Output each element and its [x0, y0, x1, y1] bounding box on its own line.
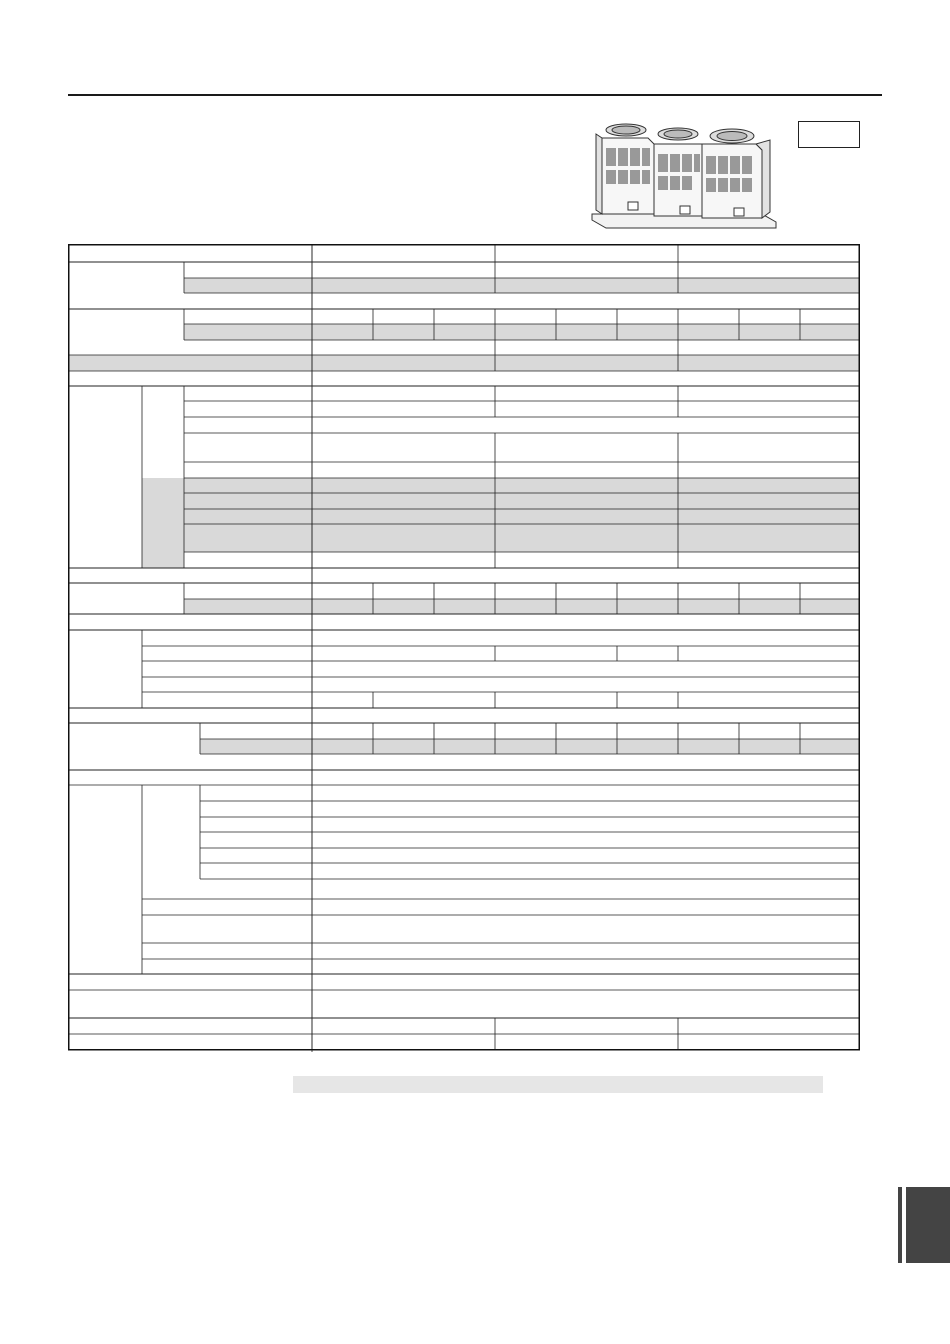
- specification-table: [68, 244, 860, 1052]
- outdoor-unit-right: [702, 129, 770, 218]
- table-shaded-cell: [184, 493, 860, 509]
- outdoor-unit-center: [654, 128, 702, 216]
- side-section-tab: [906, 1187, 950, 1263]
- table-shaded-cell: [184, 324, 860, 340]
- outdoor-unit-left: [596, 124, 654, 214]
- outdoor-unit-illustration: [590, 118, 780, 230]
- table-shaded-cell: [184, 599, 860, 614]
- specification-table-grid: [68, 244, 860, 1052]
- table-shaded-cell: [142, 478, 184, 568]
- top-rule: [68, 94, 882, 96]
- model-label-box: [798, 121, 860, 148]
- table-shaded-cell: [184, 509, 860, 524]
- table-shaded-cell: [184, 278, 860, 293]
- table-shaded-cell: [68, 355, 860, 371]
- table-shaded-cell: [200, 739, 860, 754]
- table-shaded-cell: [184, 478, 860, 493]
- table-shaded-cell: [184, 524, 860, 552]
- footnote-bar: [293, 1076, 823, 1093]
- side-tab-line: [898, 1187, 902, 1263]
